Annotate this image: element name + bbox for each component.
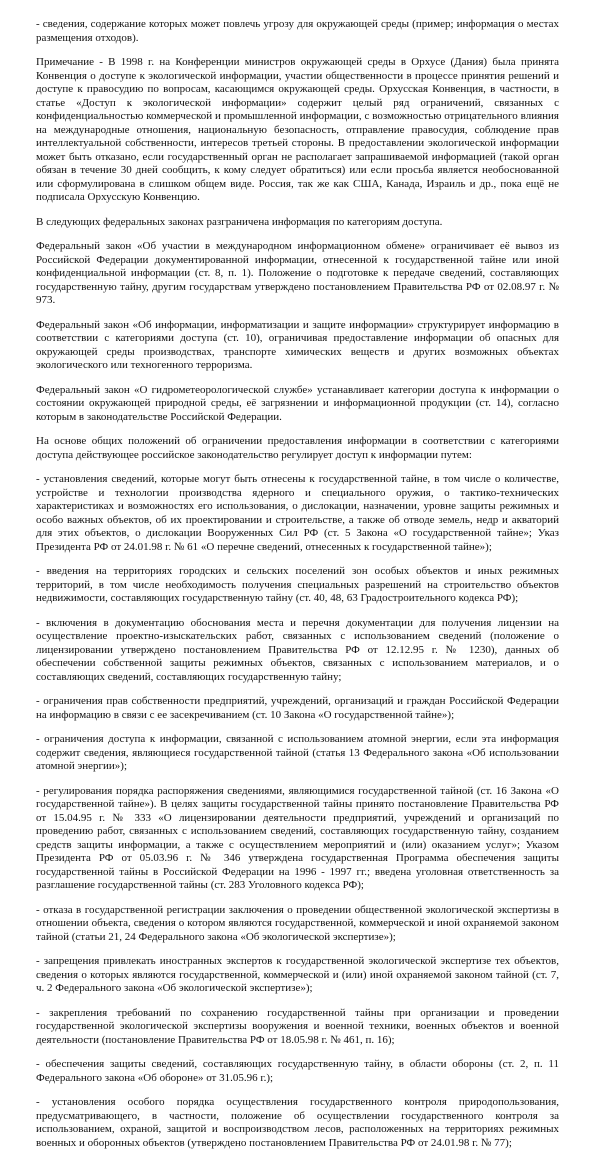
list-item-paragraph: - ограничения доступа к информации, связанной с использованием атомной энергии, если эта информация содержит сведения, являющиеся государственной тайной (статья 13 Федерального закона «Об использовании атомной энергии»); bbox=[36, 733, 562, 772]
body-paragraph: Федеральный закон «Об информации, информатизации и защите информации» структурирует информацию в соответствии с категориями доступа (ст. 10), ограничивая предоставление информации об опасных для окружающей среды производствах, транспорте химических веществ и других возможных объектах экологического или техногенного терроризма. bbox=[36, 318, 562, 371]
list-item-paragraph: - ограничения прав собственности предприятий, учреждений, организаций и граждан Российской Федерации на информацию в связи с ее засекречиванием (ст. 10 Закона «О государственной тайне»); bbox=[36, 695, 562, 721]
list-item-paragraph: - сведения, содержание которых может повлечь угрозу для окружающей среды (пример; информация о местах размещения отходов). bbox=[36, 18, 562, 44]
list-item-paragraph: - закрепления требований по сохранению государственной тайны при организации и проведении государственной экологической экспертизы вооружения и военной техники, военных объектов и военной деятельности (постановление Правительства РФ от 18.05.98 г. № 461, п. 16); bbox=[36, 1006, 562, 1046]
body-paragraph: На основе общих положений об ограничении предоставления информации в соответствии с категориями доступа действующее российское законодательство регулирует доступ к информации путем: bbox=[36, 435, 562, 461]
document-page bbox=[36, 18, 562, 1149]
list-item-paragraph: - обеспечения защиты сведений, составляющих государственную тайну, в области обороны (ст. 2, п. 11 Федерального закона «Об обороне» от 31.05.96 г.); bbox=[36, 1058, 562, 1084]
list-item-paragraph: - отказа в государственной регистрации заключения о проведении общественной экологической экспертизы в отношении объекта, сведения о котором являются государственной, коммерческой и иной охраняемой законом тайной (статьи 21, 24 Федерального закона «Об экологической экспертизе»); bbox=[36, 903, 562, 943]
body-paragraph: Федеральный закон «Об участии в международном информационном обмене» ограничивает её вывоз из Российской Федерации документированной информации, отнесенной к государственной тайне или иной конфиденциальной информации (ст. 8, п. 1). Положение о подготовке к передаче сведений, составляющих государственную тайну, другим государствам утверждено постановлением Правительства РФ от 02.08.97 г. № 973. bbox=[36, 240, 562, 306]
body-paragraph: Федеральный закон «О гидрометеорологической службе» устанавливает категории доступа к информации о состоянии окружающей природной среды, её загрязнении и информационной продукции (ст. 14), согласно которым в законодательстве Российской Федерации. bbox=[36, 383, 562, 423]
body-paragraph: Примечание - В 1998 г. на Конференции министров окружающей среды в Орхусе (Дания) была принята Конвенция о доступе к экологической информации, участии общественности в процессе принятия решений и доступе к правосудию по вопросам, касающимся окружающей среды. Орхусская Конвенция, в частности, в статье «Доступ к экологической информации» содержит целый ряд ограничений, связанных с конфиденциальностью коммерческой и промышленной информации, с возможностью отрицательного влияния на международные отношения, национальную безопасность, отправление правосудия, соблюдение прав интеллектуальной собственности, интересов третьей стороны. В предоставлении экологической информации может быть отказано, если государственный орган не располагает запрашиваемой информацией (такой орган обязан в течение 30 дней сообщить, к кому следует обратиться) или если просьба является необоснованной или сформулирована в слишком общем виде. Россия, так же как США, Канада, Израиль и др., пока ещё не подписала Орхусскую Конвенцию. bbox=[36, 56, 562, 203]
body-paragraph: В следующих федеральных законах разграничена информация по категориям доступа. bbox=[36, 215, 443, 228]
list-item-paragraph: - регулирования порядка распоряжения сведениями, являющимися государственной тайной (ст. 16 Закона «О государственной тайне»). В целях защиты государственной тайны принято постановление Правительства РФ от 15.04.95 г. № 333 «О лицензировании деятельности предприятий, учреждений и организаций по проведению работ, связанных с использованием сведений, составляющих государственную тайну, созданием средств защиты информации, а также с осуществлением мероприятий и (или) оказанием услуг»; Указом Президента РФ от 05.03.96 г. № 346 утверждена государственная Программа обеспечения защиты государственной тайны в Российской Федерации на 1996 - 1997 гг.; введена уголовная ответственность за разглашение государственной тайны (ст. 283 Уголовного кодекса РФ); bbox=[36, 784, 562, 891]
list-item-paragraph: - включения в документацию обоснования места и перечня документации для получения лицензии на осуществление проектно-изыскательских работ, связанных с использованием сведений (положение о лицензировании утверждено постановлением Правительства РФ от 12.12.95 г. № 1230), данных об обеспечении собственной защиты режимных объектов, связанных с использованием материалов, и о составляющих сведений, составляющих государственную тайну; bbox=[36, 616, 562, 683]
list-item-paragraph: - введения на территориях городских и сельских поселений зон особых объектов и иных режимных территорий, в том числе необходимость получения специальных разрешений на строительство объектов недвижимости, составляющих государственную тайну (ст. 40, 48, 63 Градостроительного кодекса РФ); bbox=[36, 565, 562, 604]
list-item-paragraph: - установления сведений, которые могут быть отнесены к государственной тайне, в том числе о количестве, устройстве и технологии производства ядерного и специального оружия, о тактико-технических характеристиках и возможностях его использования, о дислокации, назначении, уровне защиты режимных и особо важных объектов, об их проектировании и строительстве, а также об отводе земель, недр и акваторий для этих объектов, о дислокации Вооруженных Сил РФ (ст. 5 Закона «О государственной тайне»; Указ Президента РФ от 24.01.98 г. № 61 «О перечне сведений, отнесенных к государственной тайне»); bbox=[36, 473, 562, 553]
list-item-paragraph: - установления особого порядка осуществления государственного контроля природопользования, предусматривающего, в частности, положение об осуществлении государственного контроля за использованием, охраной, защитой и воспроизводством лесов, расположенных на территориях режимных военных и оборонных объектов (утверждено постановлением Правительства РФ от 24.01.98 г. № 77); bbox=[36, 1096, 562, 1149]
list-item-paragraph: - запрещения привлекать иностранных экспертов к государственной экологической экспертизе тех объектов, сведения о которых являются государственной, коммерческой и (или) иной охраняемой законом тайной (ст. 7, ч. 2 Федерального закона «Об экологической экспертизе»); bbox=[36, 955, 562, 994]
